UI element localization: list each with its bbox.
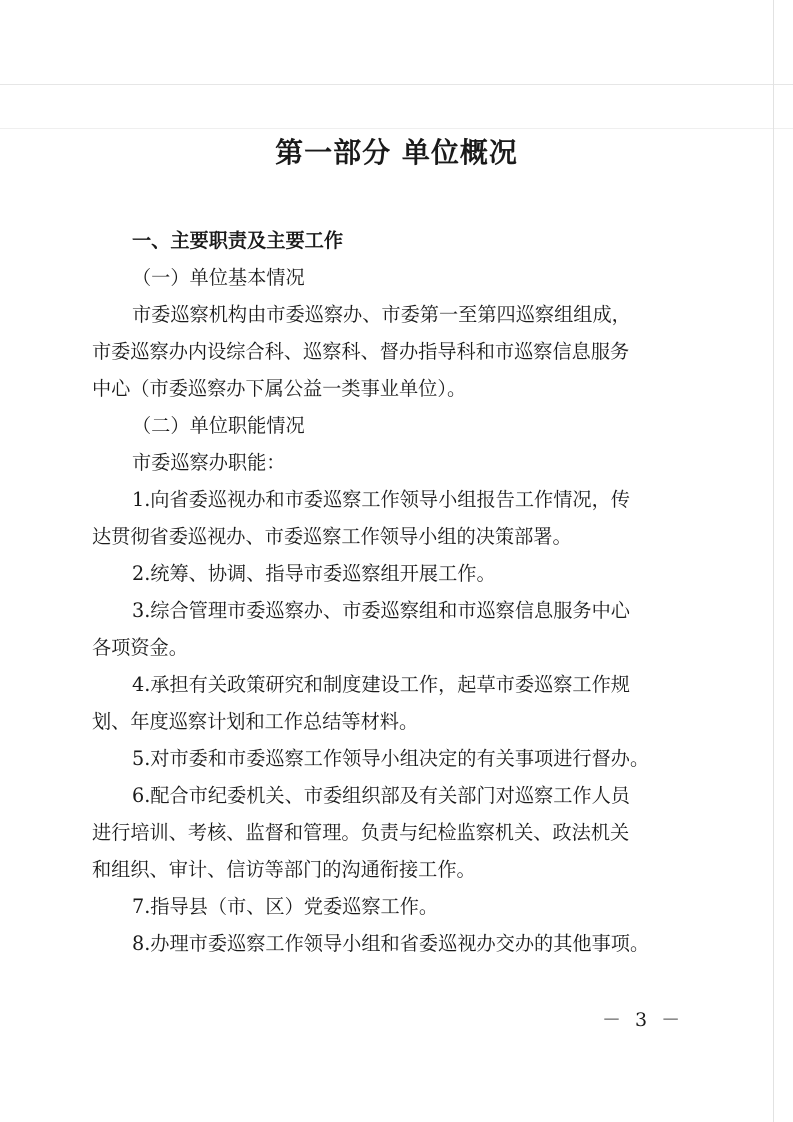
section-heading: 一、主要职责及主要工作 (132, 229, 344, 252)
page-number: － 3 － (602, 1009, 685, 1031)
paragraph-line: 市委巡察办内设综合科、巡察科、督办指导科和市巡察信息服务 (92, 340, 630, 363)
header-rule-light (0, 128, 793, 129)
list-item-continuation: 进行培训、考核、监督和管理。负责与纪检监察机关、政法机关 (92, 821, 630, 844)
list-item-continuation: 各项资金。 (92, 636, 188, 659)
list-item: 1.向省委巡视办和市委巡察工作领导小组报告工作情况，传 (132, 488, 630, 511)
document-body (92, 222, 692, 962)
list-item-continuation: 划、年度巡察计划和工作总结等材料。 (92, 710, 419, 733)
list-item: 4.承担有关政策研究和制度建设工作，起草市委巡察工作规 (132, 673, 630, 696)
page-title: 第一部分 单位概况 (275, 136, 518, 169)
subsection-heading: （一）单位基本情况 (132, 266, 305, 289)
list-item: 5.对市委和市委巡察工作领导小组决定的有关事项进行督办。 (132, 747, 650, 770)
paragraph-line: 市委巡察机构由市委巡察办、市委第一至第四巡察组组成， (132, 303, 631, 326)
header-rule (0, 84, 793, 85)
list-item-continuation: 达贯彻省委巡视办、市委巡察工作领导小组的决策部署。 (92, 525, 572, 548)
list-item: 3.综合管理市委巡察办、市委巡察组和市巡察信息服务中心 (132, 599, 630, 622)
paragraph-line: 中心（市委巡察办下属公益一类事业单位）。 (92, 377, 467, 400)
list-item: 2.统筹、协调、指导市委巡察组开展工作。 (132, 562, 496, 585)
list-item: 7.指导县（市、区）党委巡察工作。 (132, 895, 439, 918)
list-item: 8.办理市委巡察工作领导小组和省委巡视办交办的其他事项。 (132, 932, 650, 955)
subsection-heading: （二）单位职能情况 (132, 414, 305, 437)
list-item-continuation: 和组织、审计、信访等部门的沟通衔接工作。 (92, 858, 476, 881)
list-item: 6.配合市纪委机关、市委组织部及有关部门对巡察工作人员 (132, 784, 630, 807)
paragraph-line: 市委巡察办职能： (132, 451, 286, 474)
